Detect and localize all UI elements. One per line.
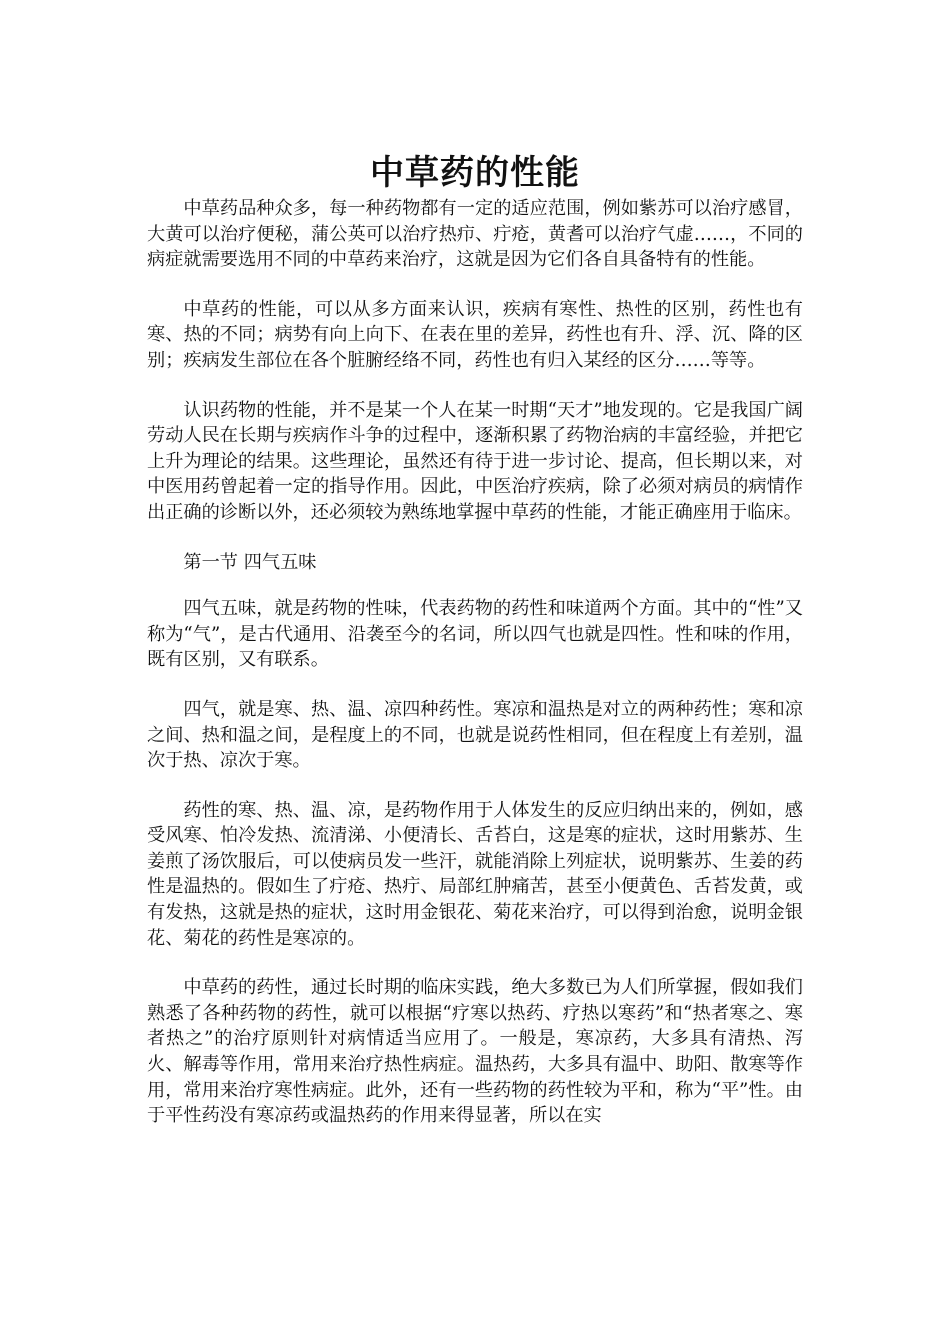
intro-paragraph-2: 中草药的性能，可以从多方面来认识，疾病有寒性、热性的区别，药性也有寒、热的不同；病势有向上向下、在表在里的差异，药性也有升、浮、沉、降的区别；疾病发生部位在各个脏腑经络不同，药性也有归入某经的区分……等等。	[147, 298, 803, 371]
section-paragraph-2: 四气，就是寒、热、温、凉四种药性。寒凉和温热是对立的两种药性；寒和凉之间、热和温之间，是程度上的不同，也就是说药性相同，但在程度上有差别，温次于热、凉次于寒。	[147, 698, 803, 772]
document-title: 中草药的性能	[370, 152, 580, 193]
section-paragraph-1: 四气五味，就是药物的性味，代表药物的药性和味道两个方面。其中的“性”又称为“气”，是古代通用、沿袭至今的名词，所以四气也就是四性。性和味的作用，既有区别，又有联系。	[147, 598, 803, 671]
intro-paragraph-3: 认识药物的性能，并不是某一个人在某一时期“天才”地发现的。它是我国广阔劳动人民在长期与疾病作斗争的过程中，逐渐积累了药物治病的丰富经验，并把它上升为理论的结果。这些理论，虽然还有待于进一步讨论、提高，但长期以来，对中医用药曾起着一定的指导作用。因此，中医治疗疾病，除了必须对病员的病情作出正确的诊断以外，还必须较为熟练地掌握中草药的性能，才能正确座用于临床。	[147, 399, 803, 523]
section-paragraph-3: 药性的寒、热、温、凉，是药物作用于人体发生的反应归纳出来的，例如，感受风寒、怕冷发热、流清涕、小便清长、舌苔白，这是寒的症状，这时用紫苏、生姜煎了汤饮服后，可以使病员发一些汗，就能消除上列症状，说明紫苏、生姜的药性是温热的。假如生了疔疮、热疔、局部红肿痛苦，甚至小便黄色、舌苔发黄，或有发热，这就是热的症状，这时用金银花、菊花来治疗，可以得到治愈，说明金银花、菊花的药性是寒凉的。	[147, 799, 803, 949]
document-body	[147, 196, 803, 1153]
section-paragraph-4: 中草药的药性，通过长时期的临床实践，绝大多数已为人们所掌握，假如我们熟悉了各种药物的药性，就可以根据“疗寒以热药、疗热以寒药”和“热者寒之、寒者热之”的治疗原则针对病情适当应用了。一般是，寒凉药，大多具有清热、泻火、解毒等作用，常用来治疗热性病症。温热药，大多具有温中、助阳、散寒等作用，常用来治疗寒性病症。此外，还有一些药物的药性较为平和，称为“平”性。由于平性药没有寒凉药或温热药的作用来得显著，所以在实	[147, 977, 803, 1127]
intro-paragraph-1: 中草药品种众多，每一种药物都有一定的适应范围，例如紫苏可以治疗感冒，大黄可以治疗便秘，蒲公英可以治疗热疖、疔疮，黄耆可以治疗气虚……，不同的病症就需要选用不同的中草药来治疗，这就是因为它们各自具备特有的性能。	[147, 198, 803, 271]
section-heading: 第一节 四气五味	[183, 551, 317, 573]
